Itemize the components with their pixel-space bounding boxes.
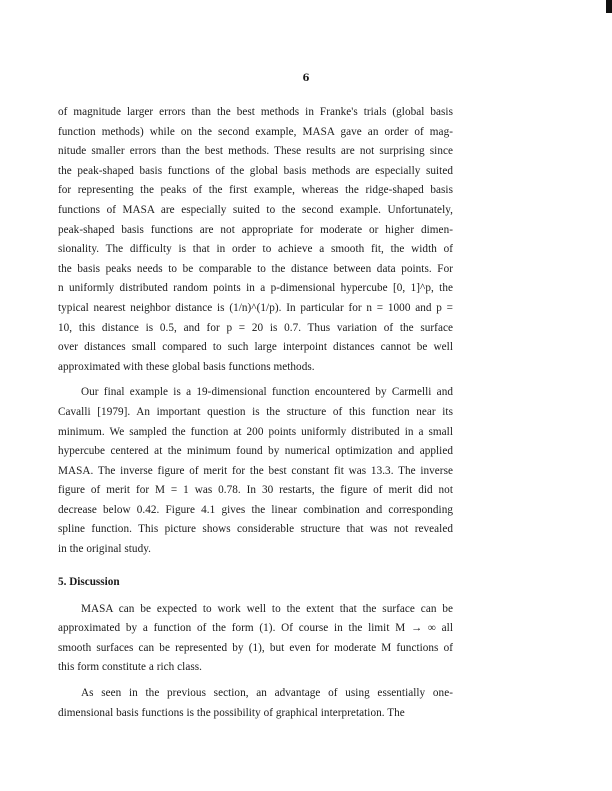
text-line: over distances small compared to such large interpoint distances cannot be well [58, 341, 453, 354]
text-line: MASA. The inverse figure of merit for the best constant fit was 13.3. The inverse [58, 464, 453, 477]
text-line: the basis peaks needs to be comparable to the distance between data points. For [58, 262, 453, 275]
text-line: sionality. The difficulty is that in order to achieve a smooth fit, the width of [58, 243, 453, 256]
text-line: typical nearest neighbor distance is (1/n)^(1/p). In particular for n = 1000 and p = [58, 301, 453, 314]
text-line: Our final example is a 19-dimensional function encountered by Carmelli and [81, 386, 453, 399]
text-line: MASA can be expected to work well to the extent that the surface can be [81, 602, 453, 615]
text-line: Cavalli [1979]. An important question is the structure of this function near its [58, 405, 453, 418]
text-line: dimensional basis functions is the possibility of graphical interpretation. The [58, 706, 405, 719]
text-line: this form constitute a rich class. [58, 661, 202, 674]
text-line: functions of MASA are especially suited to the second example. Unfortunately, [58, 203, 453, 216]
paragraph-final-example [58, 383, 453, 559]
text-line: spline function. This picture shows considerable structure that was not revealed [58, 523, 453, 536]
page-body [58, 103, 453, 729]
text-line: for representing the peaks of the first example, whereas the ridge-shaped basis [58, 184, 453, 197]
section-heading-discussion: 5. Discussion [58, 575, 120, 588]
scan-corner-mark [606, 0, 612, 13]
text-line: As seen in the previous section, an advantage of using essentially one- [81, 687, 453, 700]
text-line: minimum. We sampled the function at 200 points uniformly distributed in a small [58, 425, 453, 438]
text-line: smooth surfaces can be represented by (1), but even for moderate M functions of [58, 641, 453, 654]
text-line: in the original study. [58, 543, 151, 556]
text-line: n uniformly distributed random points in a p-dimensional hypercube [0, 1]^p, the [58, 282, 453, 295]
text-line: approximated by a function of the form (1). Of course in the limit M → ∞ all [58, 622, 453, 635]
page-number: 6 [302, 73, 310, 84]
text-line: decrease below 0.42. Figure 4.1 gives the linear combination and corresponding [58, 503, 453, 516]
text-line: function methods) while on the second example, MASA gave an order of mag- [58, 125, 453, 138]
paragraph-discussion-1 [58, 600, 453, 678]
text-line: approximated with these global basis functions methods. [58, 360, 315, 373]
paragraph-global-basis [58, 103, 453, 377]
text-line: peak-shaped basis functions are not appropriate for moderate or higher dimen- [58, 223, 453, 236]
text-line: 10, this distance is 0.5, and for p = 20 is 0.7. Thus variation of the surface [58, 321, 453, 334]
paragraph-discussion-2 [58, 684, 453, 723]
text-line: hypercube centered at the minimum found by numerical optimization and applied [58, 445, 453, 458]
text-line: nitude smaller errors than the best methods. These results are not surprising since [58, 145, 453, 158]
text-line: figure of merit for M = 1 was 0.78. In 30 restarts, the figure of merit did not [58, 484, 453, 497]
text-line: of magnitude larger errors than the best methods in Franke's trials (global basis [58, 106, 453, 118]
text-line: the peak-shaped basis functions of the global basis methods are especially suited [58, 164, 453, 177]
